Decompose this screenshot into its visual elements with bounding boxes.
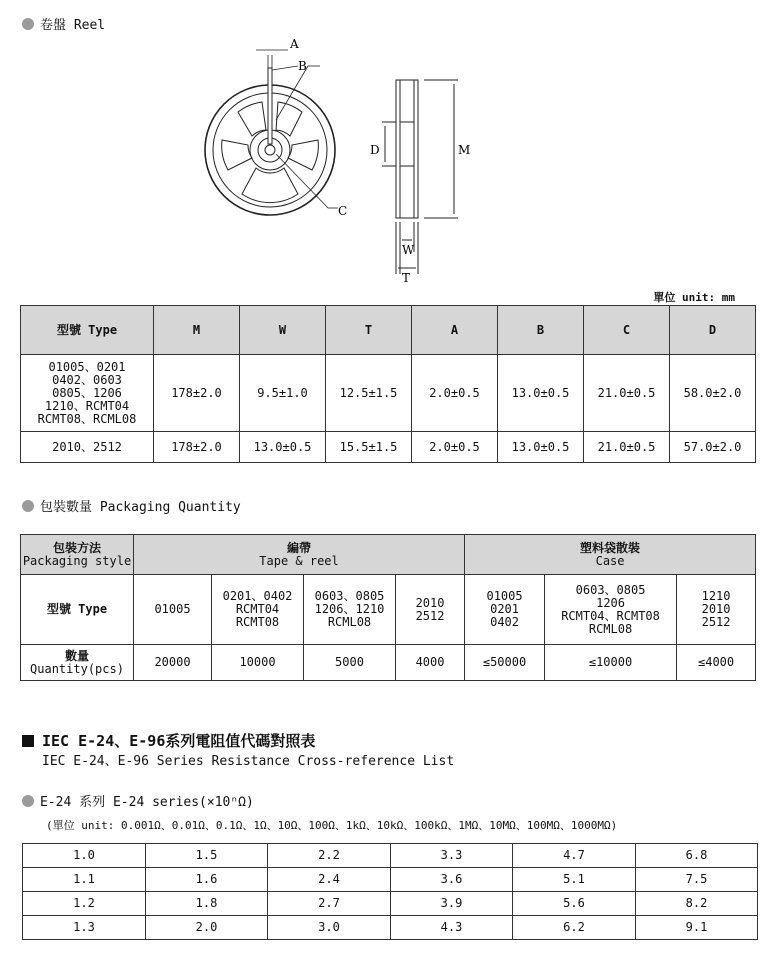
value-cell: 15.5±1.5	[326, 432, 412, 463]
packaging-type-row	[21, 575, 756, 645]
table-row	[21, 355, 756, 432]
packaging-qty-row	[21, 645, 756, 681]
value-cell: 178±2.0	[154, 355, 240, 432]
e24-cell: 1.8	[146, 892, 268, 916]
header-c: C	[584, 306, 670, 355]
header-a: A	[412, 306, 498, 355]
type-label-cell: 型號 Type	[21, 575, 134, 645]
reel-diagram	[180, 30, 480, 285]
reel-side-view	[382, 80, 458, 274]
label-m: M	[458, 143, 471, 157]
type-cell: 2010、2512	[21, 432, 154, 463]
e24-cell: 1.5	[146, 844, 268, 868]
reel-dimension-table	[20, 305, 756, 463]
type-cell: 01005、0201 0402、0603 0805、1206 1210、RCMT04 RCMT08、RCML08	[21, 355, 154, 432]
e24-cell: 3.9	[391, 892, 513, 916]
e24-cell: 1.1	[23, 868, 146, 892]
tape-type-cell: 0201、0402 RCMT04 RCMT08	[212, 575, 304, 645]
table-row	[23, 916, 758, 940]
tape-type-cell: 2010 2512	[396, 575, 465, 645]
value-cell: 12.5±1.5	[326, 355, 412, 432]
value-cell: 13.0±0.5	[498, 355, 584, 432]
header-w: W	[240, 306, 326, 355]
e24-table	[22, 843, 758, 940]
e24-cell: 4.3	[391, 916, 513, 940]
e24-cell: 9.1	[636, 916, 758, 940]
reel-section-title: 卷盤 Reel	[22, 14, 105, 33]
label-d: D	[370, 143, 380, 157]
e24-cell: 1.2	[23, 892, 146, 916]
e24-cell: 2.0	[146, 916, 268, 940]
bulk-type-cell: 0603、0805 1206 RCMT04、RCMT08 RCML08	[545, 575, 677, 645]
value-cell: 2.0±0.5	[412, 432, 498, 463]
header-m: M	[154, 306, 240, 355]
e24-cell: 3.6	[391, 868, 513, 892]
e24-cell: 1.0	[23, 844, 146, 868]
table-row	[23, 868, 758, 892]
bullet-square-icon	[22, 735, 34, 747]
e24-cell: 7.5	[636, 868, 758, 892]
value-cell: 9.5±1.0	[240, 355, 326, 432]
e24-cell: 5.6	[513, 892, 636, 916]
value-cell: 21.0±0.5	[584, 432, 670, 463]
bulk-qty-cell: ≤10000	[545, 645, 677, 681]
bulk-case-header: 塑料袋散裝 Case	[465, 535, 756, 575]
header-t: T	[326, 306, 412, 355]
value-cell: 13.0±0.5	[498, 432, 584, 463]
tape-reel-header: 編帶 Tape & reel	[134, 535, 465, 575]
tape-type-cell: 01005	[134, 575, 212, 645]
packaging-style-header: 包裝方法 Packaging style	[21, 535, 134, 575]
reel-unit-label: 單位 unit: mm	[653, 291, 735, 304]
e24-cell: 4.7	[513, 844, 636, 868]
bulk-qty-cell: ≤4000	[677, 645, 756, 681]
bullet-dot-icon	[22, 500, 34, 512]
label-a: A	[290, 37, 299, 51]
e24-cell: 2.7	[268, 892, 391, 916]
packaging-table	[20, 534, 756, 681]
e24-section-title: E-24 系列 E-24 series(×10ⁿΩ)	[22, 791, 254, 810]
header-type: 型號 Type	[21, 306, 154, 355]
value-cell: 58.0±2.0	[670, 355, 756, 432]
e24-cell: 6.8	[636, 844, 758, 868]
packaging-header-row	[21, 535, 756, 575]
e24-cell: 5.1	[513, 868, 636, 892]
e24-unit-note: (單位 unit: 0.001Ω、0.01Ω、0.1Ω、1Ω、10Ω、100Ω、1kΩ、10kΩ、100kΩ、1MΩ、10MΩ、100MΩ、1000MΩ)	[46, 819, 618, 832]
label-t: T	[402, 271, 411, 285]
value-cell: 57.0±2.0	[670, 432, 756, 463]
tape-qty-cell: 4000	[396, 645, 465, 681]
label-w: W	[402, 243, 415, 257]
reel-table-header	[21, 306, 756, 355]
e24-cell: 1.6	[146, 868, 268, 892]
value-cell: 21.0±0.5	[584, 355, 670, 432]
table-row	[21, 432, 756, 463]
packaging-section-title: 包裝數量 Packaging Quantity	[22, 496, 241, 515]
e24-cell: 3.0	[268, 916, 391, 940]
label-b: B	[298, 59, 307, 73]
header-d: D	[670, 306, 756, 355]
value-cell: 2.0±0.5	[412, 355, 498, 432]
iec-title-cn: IEC E-24、E-96系列電阻值代碼對照表	[22, 730, 315, 751]
bulk-qty-cell: ≤50000	[465, 645, 545, 681]
qty-label-cell: 數量 Quantity(pcs)	[21, 645, 134, 681]
header-b: B	[498, 306, 584, 355]
value-cell: 178±2.0	[154, 432, 240, 463]
tape-qty-cell: 5000	[304, 645, 396, 681]
bullet-dot-icon	[22, 795, 34, 807]
reel-front-view	[205, 68, 335, 215]
tape-type-cell: 0603、0805 1206、1210 RCML08	[304, 575, 396, 645]
bulk-type-cell: 1210 2010 2512	[677, 575, 756, 645]
label-c: C	[338, 204, 348, 218]
e24-cell: 6.2	[513, 916, 636, 940]
bullet-dot-icon	[22, 18, 34, 30]
e24-cell: 1.3	[23, 916, 146, 940]
iec-title-en: IEC E-24、E-96 Series Resistance Cross-reference List	[42, 754, 455, 769]
e24-cell: 2.2	[268, 844, 391, 868]
e24-cell: 8.2	[636, 892, 758, 916]
e24-cell: 3.3	[391, 844, 513, 868]
table-row	[23, 844, 758, 868]
tape-qty-cell: 10000	[212, 645, 304, 681]
value-cell: 13.0±0.5	[240, 432, 326, 463]
table-row	[23, 892, 758, 916]
bulk-type-cell: 01005 0201 0402	[465, 575, 545, 645]
e24-cell: 2.4	[268, 868, 391, 892]
tape-qty-cell: 20000	[134, 645, 212, 681]
